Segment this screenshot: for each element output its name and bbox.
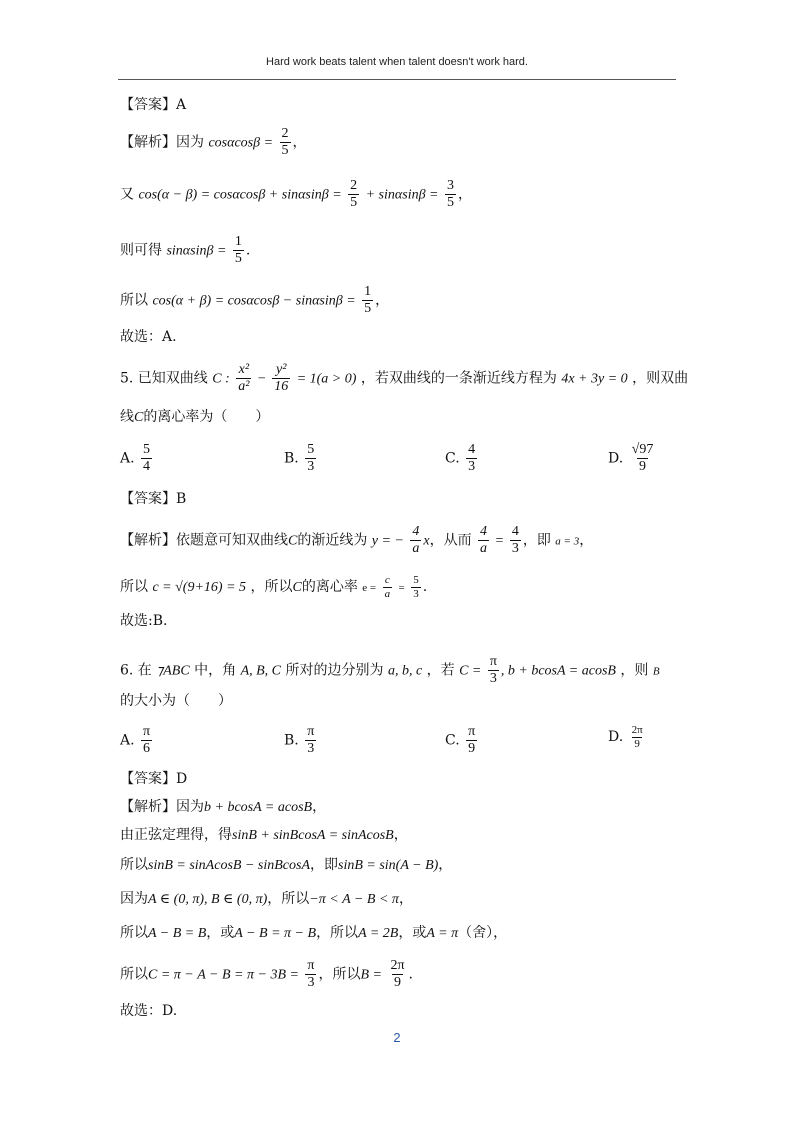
q4-analysis-line1 [120,126,307,159]
q5-curve-name: C : [212,371,230,387]
q4-answer: 【答案】A [120,97,187,113]
frac-num: x² [238,362,250,377]
header-rule [118,79,676,80]
q6-cond: , b + bcosA = acosB [500,663,616,679]
q4-analysis-line2 [120,178,472,211]
q6-l5-end: （舍）， [458,925,508,941]
frac-den: a [480,541,488,557]
q5-stem-c: ，则双曲 [632,370,689,387]
option-label: A. [120,450,135,467]
q6-l4-expr: A ∈ (0, π), B ∈ (0, π) [148,892,268,907]
frac-den: 9 [638,459,646,475]
q6-l6-prefix: 所以 [120,966,148,983]
option-label: B. [284,732,299,749]
frac-num: π [307,958,315,973]
q6-l4-mid: ，所以 [267,891,310,907]
frac-den: 3 [468,459,476,475]
q4-conclusion: 故选：A. [120,329,177,345]
q6-l5-expr4: A = π [426,926,459,941]
q5-eq-left [478,524,489,557]
q6-l4-prefix: 因为 [120,891,148,907]
comma: ， [398,891,413,907]
frac-den: 16 [274,379,289,395]
q5-stem-line2 [120,410,269,425]
q6-l5-mid3: ，或 [398,925,427,941]
q5-eq-mid: = [495,533,504,549]
q6-l1-prefix: 【解析】因为 [120,799,204,815]
q4-frac-1-5b [362,284,373,317]
q6-conclusion: 故选：D. [120,1003,178,1019]
option-frac [466,724,477,757]
page-number: 2 [393,1030,401,1045]
q4-frac-2-5b [348,178,359,211]
option-frac [141,724,152,757]
comma: ， [312,799,327,815]
q6-C-eq: C = [459,663,482,679]
q5-eq-right [510,524,521,557]
q4-step4-prefix: 所以 [120,292,148,309]
q6-l6-expr: C = π − A − B = π − 3B = [148,967,299,983]
frac-den: 5 [350,195,358,211]
q6-triangle: ⁊ABC [156,663,190,679]
comma: ， [375,292,390,309]
q5-a-value: a = 3 [555,535,580,548]
q6-analysis-line3 [120,858,452,873]
q6-analysis-line2 [120,828,408,843]
q5-frac-y2-16 [272,362,290,395]
comma: ， [579,532,594,549]
q5-e-value [411,574,421,600]
frac-num: π [489,654,497,669]
q6-l3-expr: sinB = sinAcosB − sinBcosA [148,858,310,873]
q6-l3-prefix: 所以 [120,857,148,873]
q5-asym-lhs: y = − [371,533,404,549]
q5-c-C: C [292,580,302,596]
option-label: C. [445,450,460,467]
q5-stem-a: 5. 已知双曲线 [120,370,208,387]
q5-minus: − [257,371,266,387]
q6-l6-frac [305,958,316,991]
q4-frac-3-5 [445,178,456,211]
period: . [422,579,428,596]
comma: ， [292,134,307,151]
frac-num: 1 [364,284,372,299]
q6-l3-mid: ，即 [310,857,338,873]
q6-l5-expr3: A = 2B [358,926,399,941]
frac-den: 9 [634,737,640,750]
q4-analysis-label: 【解析】因为 [120,134,204,151]
frac-num: 5 [413,574,419,586]
q6-l6-B: B = [360,967,382,983]
q6-stem-d: ，若 [426,662,455,679]
q5-asym-frac [410,524,421,557]
q6-l6-result [388,958,406,991]
q4-frac-1-5 [233,234,244,267]
q5-analysis-b: 的渐近线为 [297,532,368,549]
option-frac [630,442,656,475]
q6-analysis-line4 [120,892,413,907]
q4-step2-expr: cos(α − β) = cosαcosβ + sinαsinβ = [138,187,342,203]
q4-step2-prefix: 又 [120,186,134,203]
q5-e-expr: e = [362,582,377,595]
option-frac [141,442,152,475]
q5-c-prefix: 所以 [120,579,148,596]
frac-num: 4 [511,524,519,539]
page-header: Hard work beats talent when talent doesn't work hard. [266,56,528,68]
q4-step1-expr: cosαcosβ = [208,135,274,151]
frac-num: 2π [390,958,405,973]
q6-pi-over-3 [488,654,499,687]
q5-frac-x2-a2 [236,362,251,395]
q5-analysis-d: ，即 [522,532,551,549]
option-frac [466,442,477,475]
q4-step4-expr: cos(α + β) = cosαcosβ − sinαsinβ = [152,293,356,309]
q6-stem-line1 [120,654,660,687]
q5-stem-line1 [120,362,688,395]
q5-analysis-C: C [288,533,298,549]
q5-option-d [608,442,657,475]
q6-option-b [284,724,318,757]
frac-den: 5 [281,143,289,159]
q5-stem-line2a: 线 [120,409,134,425]
frac-num: 4 [468,442,476,457]
q6-l6-mid: ，所以 [318,966,361,983]
q5-answer: 【答案】B [120,491,187,507]
q5-e-frac [383,574,393,600]
frac-den: 9 [393,975,401,991]
frac-num: 4 [480,524,488,539]
q5-c-expr: c = √(9+16) = 5 [152,580,247,596]
q5-asymptote: 4x + 3y = 0 [561,371,628,387]
frac-num: 5 [307,442,315,457]
frac-den: 9 [468,741,476,757]
frac-num: 2π [631,724,643,736]
q5-analysis-line2 [120,574,427,600]
frac-num: 1 [234,234,242,249]
period: . [408,966,413,983]
q6-analysis-line6 [120,958,413,991]
q6-l5-expr2: A − B = π − B [234,926,317,941]
q5-option-b [284,442,318,475]
q6-l5-mid2: ，所以 [316,925,359,941]
q5-analysis-a: 【解析】依题意可知双曲线 [120,532,288,549]
option-label: C. [445,732,460,749]
frac-den: 3 [413,587,419,600]
q4-analysis-line3 [120,234,250,267]
frac-num: π [468,724,476,739]
frac-num: c [384,574,390,586]
q4-step3-expr: sinαsinβ = [166,243,227,259]
frac-den: 4 [143,459,151,475]
frac-den: a [384,587,391,600]
frac-num: 3 [446,178,454,193]
q6-stem-a: 6. 在 [120,662,152,679]
q5-cond: = 1(a > 0) [296,371,357,387]
frac-den: 3 [307,975,315,991]
frac-num: π [143,724,151,739]
frac-den: 5 [234,251,242,267]
frac-den: 5 [446,195,454,211]
q6-sides: a, b, c [387,663,423,679]
frac-den: 3 [489,671,497,687]
q5-option-a [120,442,154,475]
option-frac [305,442,316,475]
frac-num: √97 [631,442,654,457]
frac-num: π [307,724,315,739]
option-frac [630,724,645,750]
q6-stem-b: 中，角 [194,662,237,679]
frac-num: y² [276,362,287,377]
q6-stem-e: ，则 [620,662,649,679]
q6-l2-prefix: 由正弦定理得，得 [120,827,232,843]
q4-plus-sin: + sinαsinβ = [365,187,439,203]
q6-l5-prefix: 所以 [120,925,148,941]
option-label: D. [608,450,624,467]
q6-option-a [120,724,154,757]
q6-l5-expr: A − B = B [148,926,207,941]
q6-stem-line2: 的大小为（ ） [120,693,232,709]
q6-l3-expr2: sinB = sin(A − B) [338,858,439,873]
q5-stem-line2b: 的离心率为（ ） [143,409,270,425]
period: . [245,242,251,259]
q6-answer: 【答案】D [120,771,188,787]
q5-analysis-c: ，从而 [429,532,472,549]
comma: ， [457,186,472,203]
q5-option-c [445,442,479,475]
frac-den: 6 [143,741,151,757]
frac-num: 5 [143,442,151,457]
comma: ， [393,827,408,843]
q6-angles: A, B, C [240,663,282,679]
comma: ， [438,857,453,873]
frac-den: 3 [307,741,315,757]
option-frac [305,724,316,757]
q6-l1-expr: b + bcosA = acosB [204,800,313,815]
option-label: B. [284,450,299,467]
frac-den: a² [238,379,250,395]
q6-analysis-line5 [120,926,507,941]
frac-den: 3 [511,541,519,557]
q4-step3-prefix: 则可得 [120,242,162,259]
q6-analysis-line1 [120,800,326,815]
q5-e-eq: = [398,582,405,595]
frac-num: 4 [412,524,420,539]
q5-C: C [134,410,144,425]
q5-c-mid: ，所以 [250,579,293,596]
q5-asym-x: x [423,533,430,549]
q6-l5-mid: ，或 [206,925,235,941]
frac-den: 3 [307,459,315,475]
q6-l4-expr2: −π < A − B < π [309,892,399,907]
q5-conclusion: 故选:B. [120,613,168,629]
q5-c-mid2: 的离心率 [301,579,358,596]
q6-stem-c: 所对的边分别为 [285,662,384,679]
q6-B: B [652,665,660,678]
frac-num: 2 [350,178,358,193]
q6-l2-expr: sinB + sinBcosA = sinAcosB [232,828,394,843]
q6-option-d [608,724,647,750]
q5-stem-b: ，若双曲线的一条渐近线方程为 [360,370,557,387]
frac-den: 5 [364,301,372,317]
frac-num: 2 [281,126,289,141]
q4-analysis-line4 [120,284,389,317]
q4-frac-2-5 [280,126,291,159]
option-label: A. [120,732,135,749]
frac-den: a [412,541,420,557]
option-label: D. [608,729,624,746]
q6-option-c [445,724,479,757]
q5-analysis-line1 [120,524,593,557]
